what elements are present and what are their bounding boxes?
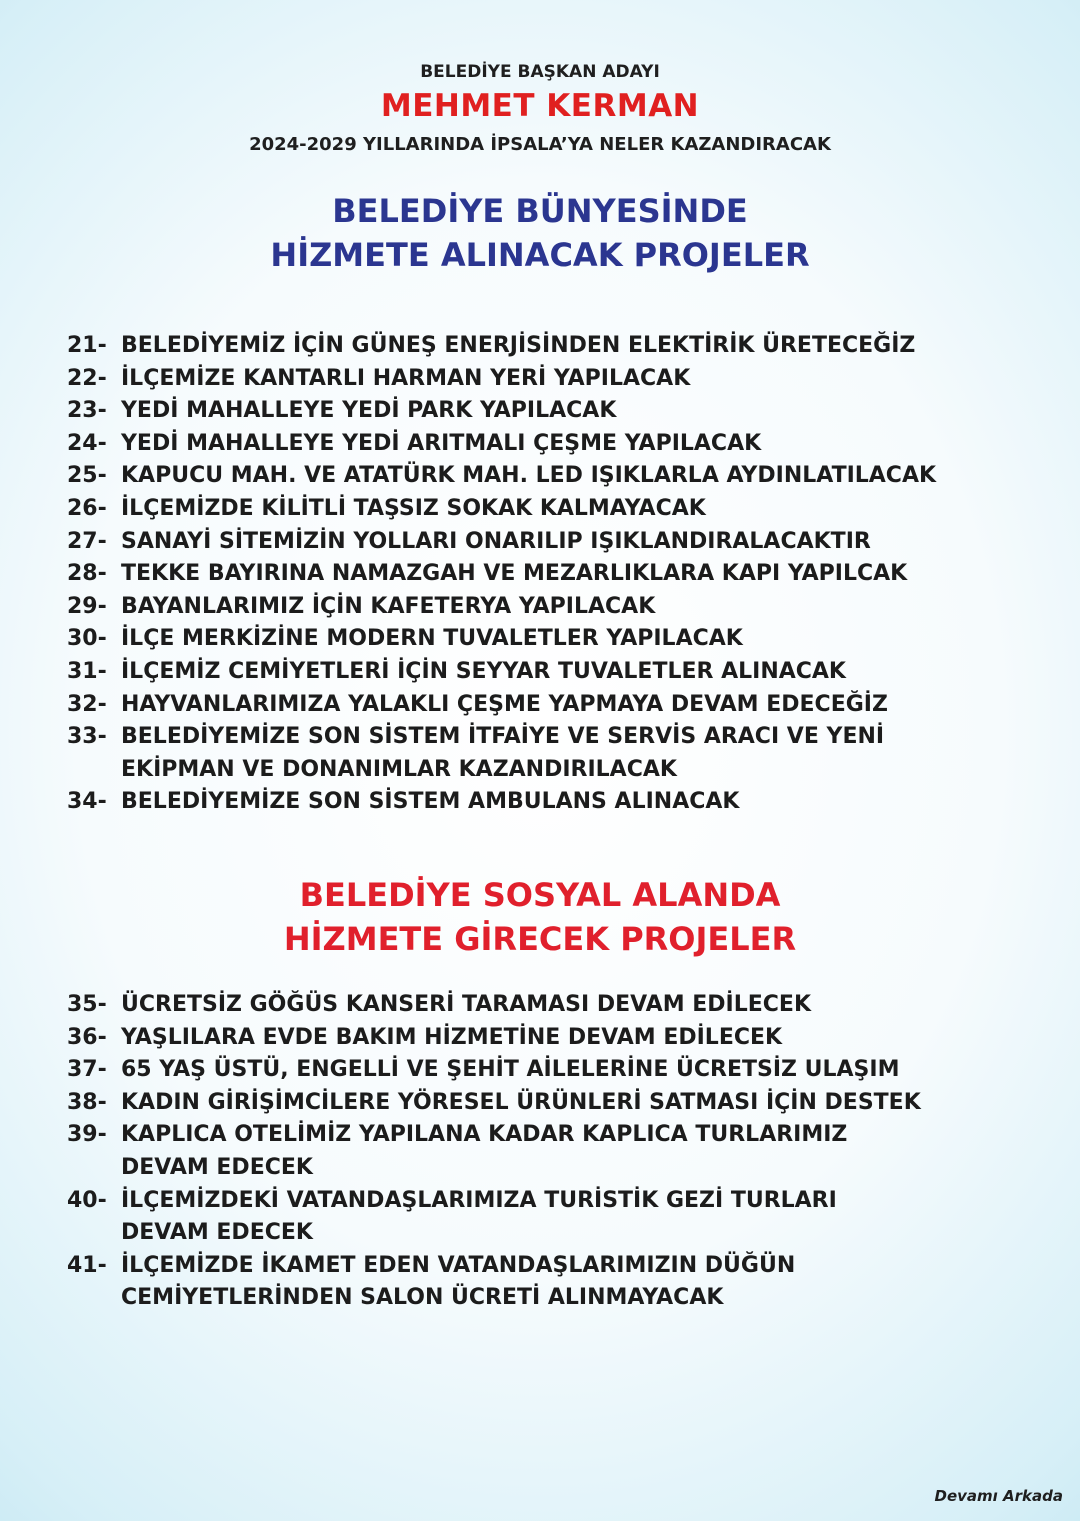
item-text-wrapper bbox=[121, 623, 743, 656]
item-text-wrapper bbox=[121, 1119, 847, 1184]
list-item bbox=[67, 1185, 1057, 1250]
item-text-wrapper bbox=[121, 1054, 899, 1087]
list-item bbox=[67, 721, 1057, 786]
item-number: 25- bbox=[67, 463, 107, 489]
social-projects-list bbox=[67, 989, 1057, 1315]
item-text-wrapper bbox=[121, 989, 811, 1022]
item-number: 23- bbox=[67, 398, 107, 424]
list-item bbox=[67, 656, 1057, 689]
item-text: İLÇEMİZE KANTARLI HARMAN YERİ YAPILACAK bbox=[121, 365, 691, 391]
item-number: 41- bbox=[67, 1252, 107, 1278]
item-text: YEDİ MAHALLEYE YEDİ ARITMALI ÇEŞME YAPILACAK bbox=[121, 430, 762, 456]
item-number: 29- bbox=[67, 593, 107, 619]
item-text-wrapper bbox=[121, 1022, 782, 1055]
section-title-municipal-projects bbox=[0, 189, 1080, 277]
item-text-continuation: DEVAM EDECEK bbox=[121, 1220, 313, 1246]
list-item bbox=[67, 1119, 1057, 1184]
item-number: 40- bbox=[67, 1187, 107, 1213]
item-number: 39- bbox=[67, 1122, 107, 1148]
list-item bbox=[67, 526, 1057, 559]
item-number: 37- bbox=[67, 1057, 107, 1083]
item-text: İLÇEMİZDE KİLİTLİ TAŞSIZ SOKAK KALMAYACAK bbox=[121, 495, 706, 521]
item-number: 36- bbox=[67, 1024, 107, 1050]
item-text-wrapper bbox=[121, 363, 690, 396]
item-number: 32- bbox=[67, 691, 107, 717]
list-item bbox=[67, 330, 1057, 363]
candidate-name: MEHMET KERMAN bbox=[380, 88, 700, 124]
item-number: 31- bbox=[67, 658, 107, 684]
list-item bbox=[67, 558, 1057, 591]
item-text: KAPUCU MAH. VE ATATÜRK MAH. LED IŞIKLARLA AYDINLATILACAK bbox=[121, 463, 937, 489]
item-text: BELEDİYEMİZE SON SİSTEM AMBULANS ALINACAK bbox=[121, 789, 740, 815]
item-text-wrapper bbox=[121, 656, 846, 689]
list-item bbox=[67, 786, 1057, 819]
section-title-line: HİZMETE ALINACAK PROJELER bbox=[270, 236, 810, 274]
item-number: 26- bbox=[67, 495, 107, 521]
item-text: 65 YAŞ ÜSTÜ, ENGELLİ VE ŞEHİT AİLELERİNE ÜCRETSİZ ULAŞIM bbox=[121, 1057, 900, 1083]
item-number: 38- bbox=[67, 1089, 107, 1115]
item-text: TEKKE BAYIRINA NAMAZGAH VE MEZARLIKLARA KAPI YAPILCAK bbox=[121, 561, 908, 587]
section-title-line: HİZMETE GİRECEK PROJELER bbox=[283, 920, 797, 958]
item-text-wrapper bbox=[121, 1250, 795, 1315]
item-text-wrapper bbox=[121, 460, 936, 493]
list-item bbox=[67, 460, 1057, 493]
section-title-line: BELEDİYE BÜNYESİNDE bbox=[332, 192, 748, 230]
item-text-wrapper bbox=[121, 428, 761, 461]
item-text: HAYVANLARIMIZA YALAKLI ÇEŞME YAPMAYA DEVAM EDECEĞİZ bbox=[121, 691, 888, 717]
item-number: 21- bbox=[67, 333, 107, 358]
item-number: 28- bbox=[67, 561, 107, 587]
list-item bbox=[67, 395, 1057, 428]
item-text-wrapper bbox=[121, 493, 706, 526]
list-item bbox=[67, 989, 1057, 1022]
item-text-wrapper bbox=[121, 526, 871, 559]
item-text-wrapper bbox=[121, 330, 915, 363]
item-number: 27- bbox=[67, 528, 107, 554]
list-item bbox=[67, 1087, 1057, 1120]
item-text-wrapper bbox=[121, 721, 884, 786]
item-text: YAŞLILARA EVDE BAKIM HİZMETİNE DEVAM EDİLECEK bbox=[121, 1024, 783, 1050]
list-item bbox=[67, 363, 1057, 396]
item-text: KADIN GİRİŞİMCİLERE YÖRESEL ÜRÜNLERİ SATMASI İÇİN DESTEK bbox=[121, 1089, 921, 1115]
municipal-projects-list bbox=[67, 330, 1057, 819]
list-item bbox=[67, 689, 1057, 722]
item-text: İLÇE MERKİZİNE MODERN TUVALETLER YAPILACAK bbox=[121, 626, 743, 652]
list-item bbox=[67, 1022, 1057, 1055]
item-number: 35- bbox=[67, 992, 107, 1017]
continued-on-back-note: Devamı Arkada bbox=[934, 1487, 1063, 1505]
list-item bbox=[67, 1054, 1057, 1087]
item-text-continuation: CEMİYETLERİNDEN SALON ÜCRETİ ALINMAYACAK bbox=[121, 1285, 724, 1311]
list-item bbox=[67, 1250, 1057, 1315]
item-text: İLÇEMİZDE İKAMET EDEN VATANDAŞLARIMIZIN DÜĞÜN bbox=[121, 1252, 796, 1278]
section-title-social-projects bbox=[0, 873, 1080, 961]
item-text: İLÇEMİZ CEMİYETLERİ İÇİN SEYYAR TUVALETLER ALINACAK bbox=[121, 658, 846, 684]
item-text-wrapper bbox=[121, 591, 655, 624]
item-number: 22- bbox=[67, 365, 107, 391]
item-text-wrapper bbox=[121, 689, 888, 722]
item-text: BAYANLARIMIZ İÇİN KAFETERYA YAPILACAK bbox=[121, 593, 656, 619]
list-item bbox=[67, 428, 1057, 461]
item-text: BELEDİYEMİZE SON SİSTEM İTFAİYE VE SERVİS ARACI VE YENİ bbox=[121, 724, 885, 750]
item-number: 33- bbox=[67, 724, 107, 750]
list-item bbox=[67, 493, 1057, 526]
item-text-continuation: DEVAM EDECEK bbox=[121, 1154, 313, 1180]
item-text-continuation: EKİPMAN VE DONANIMLAR KAZANDIRILACAK bbox=[121, 756, 677, 782]
item-text: ÜCRETSİZ GÖĞÜS KANSERİ TARAMASI DEVAM EDİLECEK bbox=[121, 992, 812, 1017]
item-text: BELEDİYEMİZ İÇİN GÜNEŞ ENERJİSİNDEN ELEKTİRİK ÜRETECEĞİZ bbox=[121, 333, 916, 358]
page-subtitle: 2024-2029 YILLARINDA İPSALA’YA NELER KAZANDIRACAK bbox=[249, 134, 831, 155]
list-item bbox=[67, 591, 1057, 624]
list-item bbox=[67, 623, 1057, 656]
item-text-wrapper bbox=[121, 786, 739, 819]
section-title-line: BELEDİYE SOSYAL ALANDA bbox=[299, 876, 781, 914]
item-text-wrapper bbox=[121, 395, 616, 428]
item-text-wrapper bbox=[121, 558, 907, 591]
item-text: KAPLICA OTELİMİZ YAPILANA KADAR KAPLICA TURLARIMIZ bbox=[121, 1122, 848, 1148]
item-text: İLÇEMİZDEKİ VATANDAŞLARIMIZA TURİSTİK GEZİ TURLARI bbox=[121, 1187, 837, 1213]
item-text: SANAYİ SİTEMİZİN YOLLARI ONARILIP IŞIKLANDIRALACAKTIR bbox=[121, 528, 871, 554]
item-number: 24- bbox=[67, 430, 107, 456]
candidate-role: BELEDİYE BAŞKAN ADAYI bbox=[420, 62, 660, 82]
item-text-wrapper bbox=[121, 1087, 921, 1120]
item-text-wrapper bbox=[121, 1185, 837, 1250]
item-number: 34- bbox=[67, 789, 107, 815]
item-text: YEDİ MAHALLEYE YEDİ PARK YAPILACAK bbox=[121, 398, 617, 424]
item-number: 30- bbox=[67, 626, 107, 652]
